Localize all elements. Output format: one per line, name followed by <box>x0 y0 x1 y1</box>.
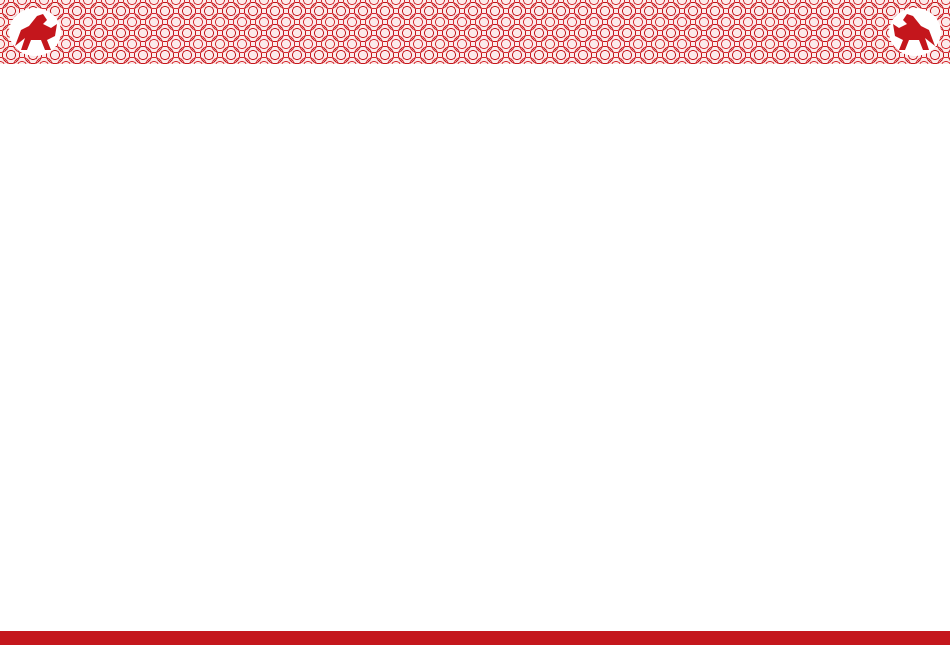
horse-logo-icon <box>886 4 944 60</box>
top-pattern-banner <box>0 0 950 64</box>
bottom-bar <box>0 631 950 645</box>
horse-logo-icon <box>6 4 64 60</box>
